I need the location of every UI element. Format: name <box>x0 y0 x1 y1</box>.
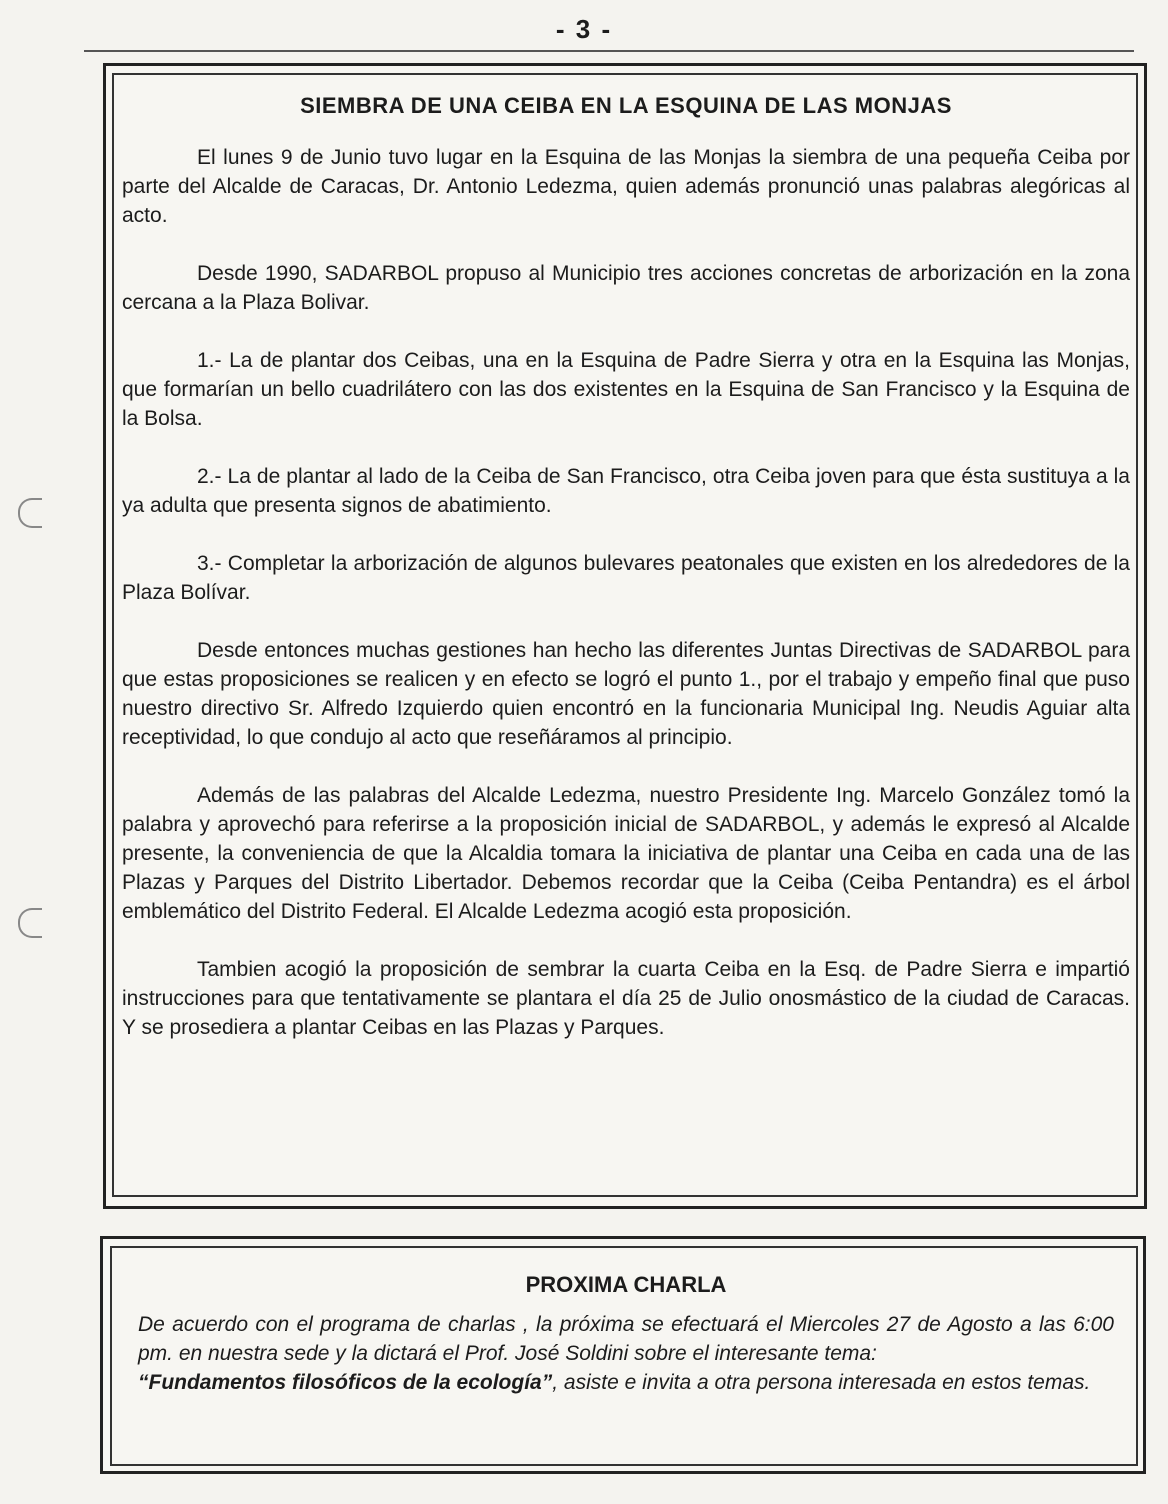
charla-frame <box>110 1246 1138 1466</box>
page-number: - 3 - <box>555 14 613 44</box>
article-paragraph: 1.- La de plantar dos Ceibas, una en la Esquina de Padre Sierra y otra en la Esquina las Monjas, que formarían un bello cuadrilátero con las dos existentes en la Esquina de San Francisco y la Esquina de la Bolsa. <box>122 349 1130 430</box>
binder-hole-mark <box>18 908 42 938</box>
charla-intro: De acuerdo con el programa de charlas , la próxima se efectuará el Miercoles 27 de Agosto a las 6:00 pm. en nuestra sede y la dictará el Prof. José Soldini sobre el interesante tema: <box>138 1313 1114 1365</box>
charla-title: PROXIMA CHARLA <box>525 1272 727 1297</box>
article-frame <box>112 73 1138 1197</box>
article-paragraph: Desde 1990, SADARBOL propuso al Municipio tres acciones concretas de arborización en la zona cercana a la Plaza Bolivar. <box>122 262 1130 314</box>
binder-hole-mark <box>18 498 42 528</box>
article-paragraph: 3.- Completar la arborización de algunos bulevares peatonales que existen en los alrededores de la Plaza Bolívar. <box>122 552 1130 604</box>
article-title: SIEMBRA DE UNA CEIBA EN LA ESQUINA DE LAS MONJAS <box>300 93 952 118</box>
charla-body <box>138 1310 1114 1397</box>
article-paragraph: 2.- La de plantar al lado de la Ceiba de San Francisco, otra Ceiba joven para que ésta sustituya a la ya adulta que presenta signos de abatimiento. <box>122 465 1130 517</box>
article-paragraph: Tambien acogió la proposición de sembrar la cuarta Ceiba en la Esq. de Padre Sierra e impartió instrucciones para que tentativamente se plantara el día 25 de Julio onosmástico de la ciudad de Caracas. Y se prosediera a plantar Ceibas en las Plazas y Parques. <box>122 958 1130 1039</box>
article-paragraph: Desde entonces muchas gestiones han hecho las diferentes Juntas Directivas de SADARBOL para que estas proposiciones se realicen y en efecto se logró el punto 1., por el trabajo y empeño final que puso nuestro directivo Sr. Alfredo Izquierdo quien encontró en la funcionaria Municipal Ing. Neudis Aguiar alta receptividad, lo que condujo al acto que reseñáramos al principio. <box>122 639 1130 749</box>
charla-topic: “Fundamentos filosóficos de la ecología” <box>138 1371 553 1394</box>
charla-closing: , asiste e invita a otra persona interesada en estos temas. <box>552 1371 1091 1394</box>
article-paragraph: Además de las palabras del Alcalde Ledezma, nuestro Presidente Ing. Marcelo González tomó la palabra y aprovechó para referirse a la proposición inicial de SADARBOL, y además le expresó al Alcalde presente, la conveniencia de que la Alcaldia tomara la iniciativa de plantar una Ceiba en cada una de las Plazas y Parques del Distrito Libertador. Debemos recordar que la Ceiba (Ceiba Pentandra) es el árbol emblemático del Distrito Federal. El Alcalde Ledezma acogió esta proposición. <box>122 784 1130 923</box>
header-rule <box>84 50 1134 52</box>
article-paragraph: El lunes 9 de Junio tuvo lugar en la Esquina de las Monjas la siembra de una pequeña Ceiba por parte del Alcalde de Caracas, Dr. Antonio Ledezma, quien además pronunció unas palabras alegóricas al acto. <box>122 146 1130 227</box>
